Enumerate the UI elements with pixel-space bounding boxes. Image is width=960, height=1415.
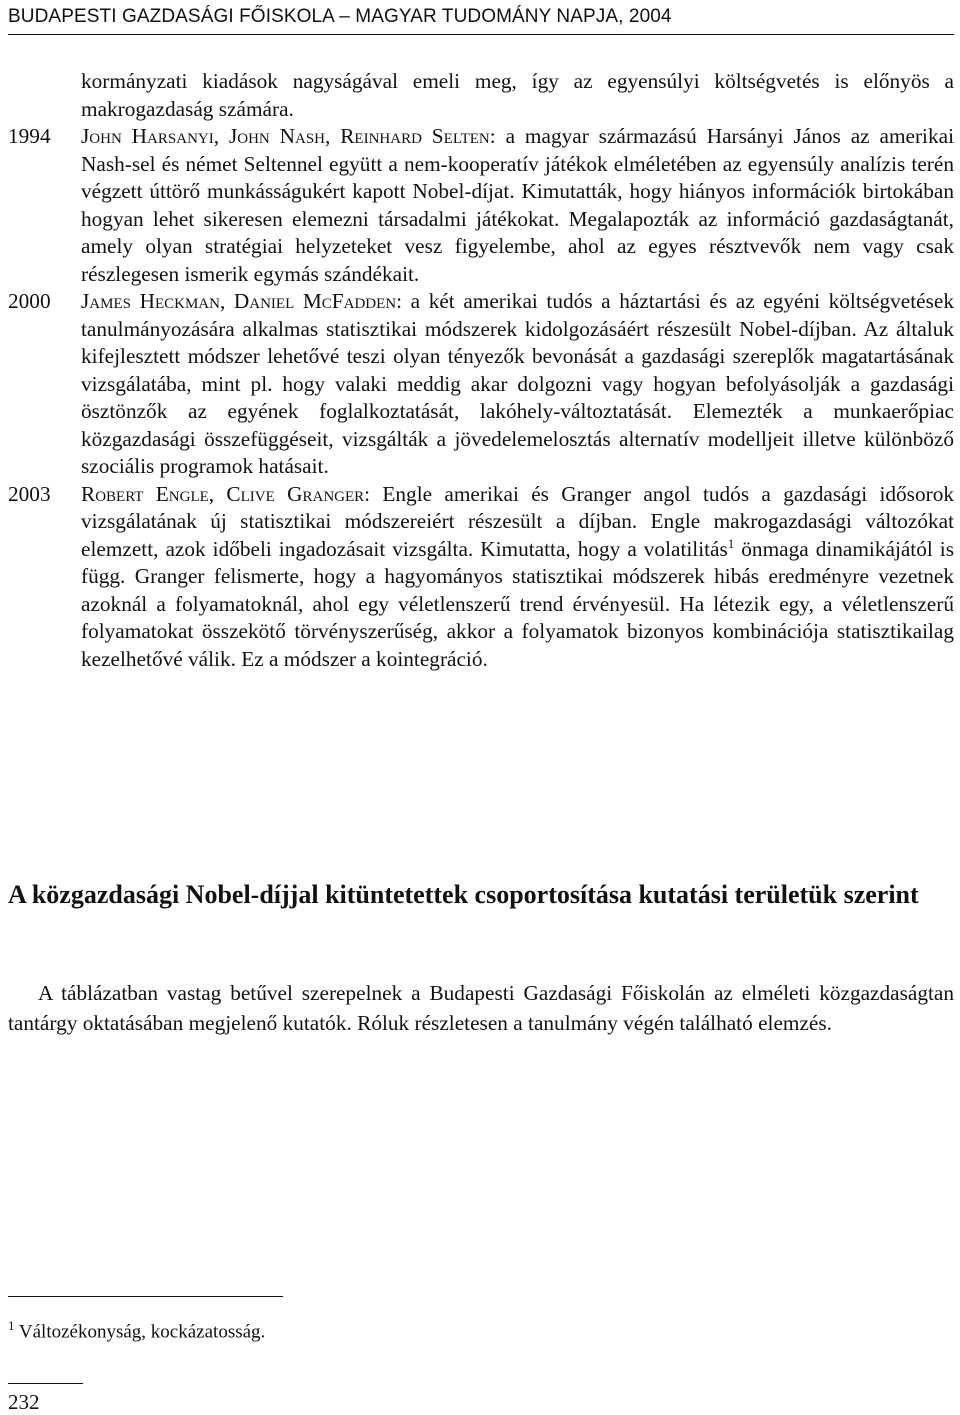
page-number-divider (8, 1383, 83, 1384)
laureate-names: James Heckman, Daniel McFadden: (81, 289, 403, 313)
entry-text: a két amerikai tudós a háztartási és az egyéni költségvetések tanulmányozására alkalmas statisztikai módszerek kidolgozásáért részesült Nobel-díjban. Az általuk kifejlesztett módszer lehetővé teszi olyan tényezők bevonását a gazdasági szereplők magatartásának vizsgálatába, mint pl. hogy valaki meddig akar dolgozni vagy hogyan befolyásolják a gazdasági ösztönzők az egyének foglalkoztatását, lakóhely-változtatását. Elemezték a munkaerőpiac közgazdasági összefüggéseit, vizsgálták a jövedelemelosztás alternatív modelljeit illetve különböző szociális programok hatásait. (81, 289, 955, 478)
entry-text: önmaga dinamikájától is függ. Granger felismerte, hogy a hagyományos statisztikai módszerek hibás eredményre vezetnek azoknál a folyamatoknál, ahol egy véletlenszerű trend érvényesül. Ha létezik egy, a véletlenszerű folyamatokat összekötő törvényszerűség, akkor a folyamatok bizonyos kombinációja statisztikailag kezelhetővé válik. Ez a módszer a kointegráció. (81, 536, 954, 671)
footnote-reference[interactable]: 1 (727, 535, 735, 551)
running-header: BUDAPESTI GAZDASÁGI FŐISKOLA – MAGYAR TUDOMÁNY NAPJA, 2004 (8, 6, 954, 35)
entry-body (81, 123, 954, 288)
entry-text: Engle amerikai és Granger angol tudós a gazdasági idősorok vizsgálatának új statisztikai módszereiért részesült a díjban. Engle makrogazdasági változókat elemzett, azok időbeli ingadozásait vizsgálta. Kimutatta, hogy a volatilitás (81, 481, 955, 561)
footnote-marker: 1 (8, 1318, 15, 1333)
entry-text: a magyar származású Harsányi János az amerikai Nash-sel és német Seltennel együtt a nem-kooperatív játékok elméletében az egyensúly analízis terén végzett úttörő munkásságukért kapott Nobel-díjat. Kimutatták, hogy hiányos információk birtokában hogyan lehet sikeresen elemezni társadalmi játékokat. Megalapozták az információ gazdaságtanát, amely olyan stratégiai helyzeteket vesz figyelembe, ahol az egyes résztvevők nem vagy csak részlegesen ismerik egymás szándékait. (81, 124, 954, 286)
page-number: 232 (8, 1390, 40, 1414)
entry-year: 2003 (8, 481, 51, 506)
entry-year: 2000 (8, 289, 51, 313)
laureate-names: Robert Engle, Clive Granger: (81, 481, 371, 506)
entry-1994 (8, 123, 954, 288)
section-paragraph: A táblázatban vastag betűvel szerepelnek a Budapesti Gazdasági Főiskolán az elméleti közgazdaságtan tantárgy oktatásában megjelenő kutatók. Róluk részletesen a tanulmány végén található elemzés. (8, 981, 954, 1035)
entry-year: 1994 (8, 124, 51, 148)
footnote-text: Változékonyság, kockázatosság. (14, 1321, 266, 1343)
entry-2003 (8, 481, 954, 674)
nobel-entries (8, 68, 954, 673)
laureate-names: John Harsanyi, John Nash, Reinhard Selten: (81, 124, 496, 148)
entry-body (81, 288, 954, 481)
section-heading: A közgazdasági Nobel-díjjal kitüntetettek csoportosítása kutatási területük szerint (8, 880, 919, 909)
entry-body (81, 481, 954, 674)
footnote-divider (8, 1296, 283, 1297)
entry-2000 (8, 288, 954, 481)
continuation-text: kormányzati kiadások nagyságával emeli meg, így az egyensúlyi költségvetés is előnyös a makrogazdaság számára. (81, 69, 954, 121)
footnote (8, 1318, 265, 1343)
